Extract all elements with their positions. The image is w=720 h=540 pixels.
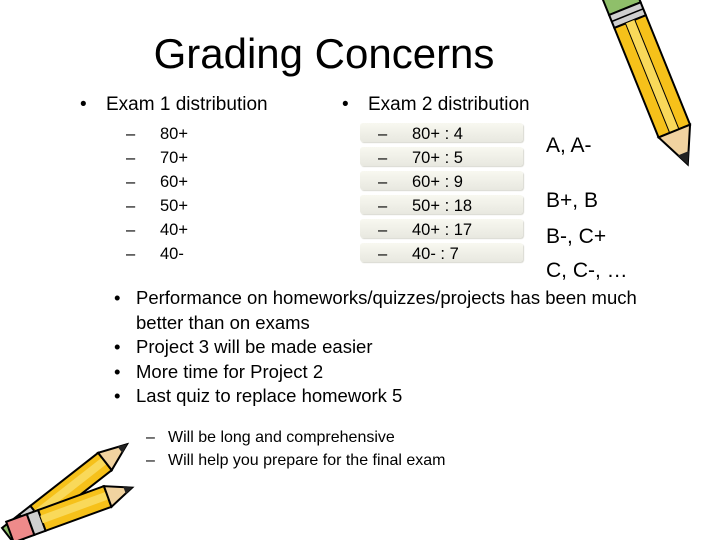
bullet-icon: • (114, 336, 121, 357)
exam1-heading-text: Exam 1 distribution (106, 94, 268, 115)
exam2-item: – 50+ : 18 (378, 197, 473, 215)
exam2-heading-text: Exam 2 distribution (368, 94, 530, 115)
list-item: • Project 3 will be made easier (114, 335, 694, 360)
exam1-list (126, 122, 188, 266)
grade-label: A, A- (546, 134, 592, 157)
exam2-item: – 60+ : 9 (378, 173, 463, 191)
exam1-item: – 70+ (126, 149, 188, 167)
exam1-item: – 80+ (126, 125, 188, 143)
sub-list-item: – Will help you prepare for the final exam (146, 452, 446, 469)
exam2-item: – 40- : 7 (378, 245, 459, 263)
grade-label: B-, C+ (546, 225, 607, 248)
exam1-item: – 50+ (126, 197, 188, 215)
grade-label: B+, B (546, 189, 598, 212)
exam1-item: – 40+ (126, 221, 188, 239)
bullet-icon: • (114, 385, 121, 406)
bullet-icon: • (114, 287, 121, 308)
exam2-item: – 40+ : 17 (378, 221, 473, 239)
exam1-heading (80, 94, 268, 116)
exam1-item: – 60+ (126, 173, 188, 191)
slide-title: Grading Concerns (153, 30, 495, 77)
pencil-icon (600, 0, 715, 175)
list-item: • Last quiz to replace homework 5 (114, 384, 694, 409)
exam2-item: – 70+ : 5 (378, 149, 463, 167)
list-item: • Performance on homeworks/quizzes/projects has been much better than on exams (114, 287, 637, 333)
list-item: • More time for Project 2 (114, 360, 694, 385)
grade-label: C, C-, … (546, 259, 628, 282)
bullet-icon: • (114, 360, 121, 382)
bullet-icon: • (80, 94, 87, 115)
pencil-icon (0, 440, 140, 540)
sub-list-item: – Will be long and comprehensive (146, 429, 395, 446)
sub-bullet-list (146, 426, 445, 472)
exam2-heading (342, 94, 530, 116)
exam2-list (378, 122, 472, 266)
exam2-item: – 80+ : 4 (378, 125, 463, 143)
bullet-list (114, 286, 694, 409)
exam1-item: – 40- (126, 245, 184, 263)
bullet-icon: • (342, 94, 349, 115)
